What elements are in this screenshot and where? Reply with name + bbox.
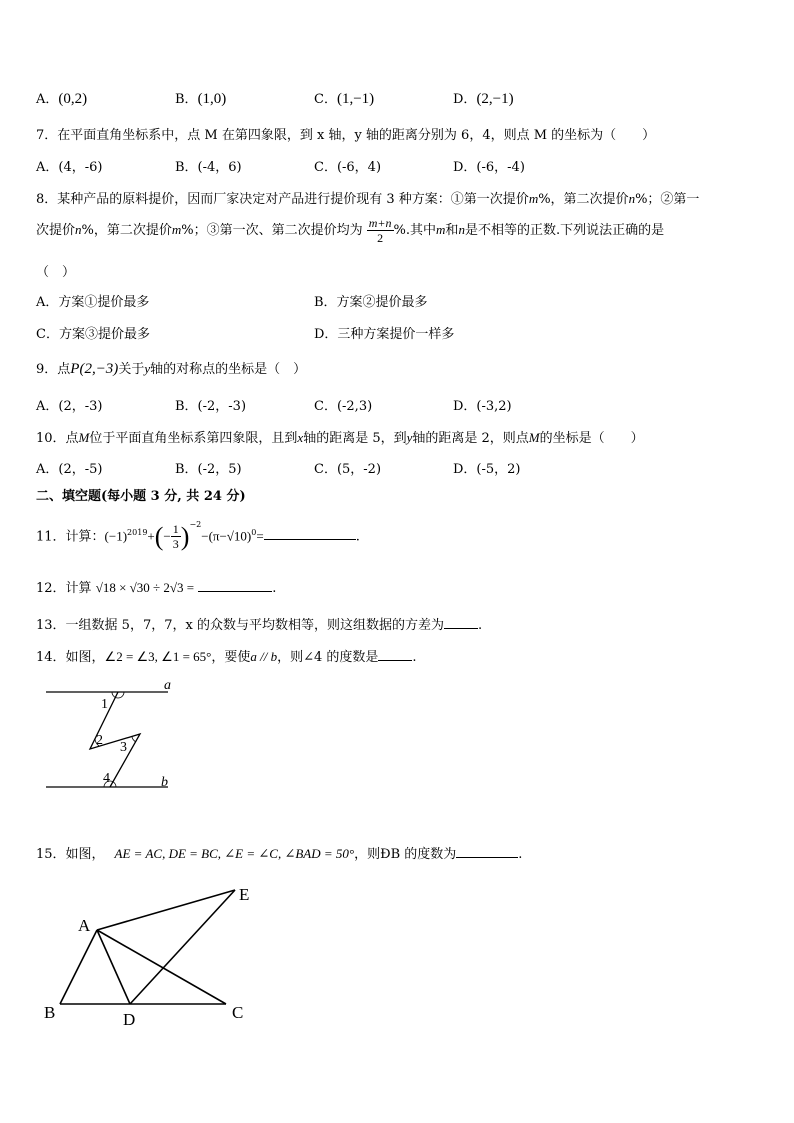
- fraction-numerator: m+n: [368, 216, 392, 230]
- text: 轴的距离是 2，则点: [412, 431, 529, 446]
- segment-ac: [97, 930, 226, 1004]
- text: .: [477, 618, 483, 633]
- q8-option-a: A．方案①提价最多: [36, 295, 150, 310]
- math-expression: ∠2 = ∠3, ∠1 = 65°: [104, 649, 212, 664]
- label-2: 2: [96, 733, 103, 748]
- q8-answer-paren: （ ）: [36, 265, 76, 280]
- text: 的坐标是（ ）: [539, 431, 644, 446]
- fraction: [171, 522, 181, 551]
- q10-option-c: C．(5，‑2): [314, 462, 382, 477]
- text: 和: [445, 223, 459, 238]
- text: .: [272, 581, 277, 596]
- q9-option-b: B．(‑2，‑3): [175, 399, 247, 414]
- q15-stem: [36, 843, 522, 862]
- q6-option-b: [175, 88, 226, 108]
- var-n: n: [458, 222, 465, 237]
- text: %，第二次提价: [538, 192, 629, 207]
- text: %.其中: [393, 223, 437, 238]
- var-n: n: [75, 222, 82, 237]
- q7-option-c: C．(‑6，4): [314, 160, 382, 175]
- q10-option-a: A．(2，‑5): [36, 462, 103, 477]
- q8-option-c: C．方案③提价最多: [36, 327, 150, 342]
- text: .: [412, 650, 417, 665]
- label-b: b: [161, 775, 168, 790]
- option-value: (1,0): [197, 91, 227, 107]
- angle-3-arc: [132, 737, 136, 742]
- text: ，则∠4 的度数是: [277, 650, 379, 665]
- text: 12．计算: [36, 581, 92, 596]
- var-y: y: [406, 430, 413, 445]
- var-m: M: [78, 430, 90, 445]
- option-value: (0,2): [58, 91, 88, 107]
- var-n: n: [628, 191, 636, 206]
- q14-stem: [36, 646, 417, 665]
- label-E: E: [239, 885, 250, 904]
- math-expression: √18 × √30 ÷ 2√3 =: [95, 580, 195, 595]
- q10-option-d: D．(‑5，2): [453, 462, 521, 477]
- q8-stem-line2: [36, 216, 664, 245]
- q9-option-a: A．(2，‑3): [36, 399, 103, 414]
- answer-blank[interactable]: [198, 579, 272, 592]
- segment-ae: [97, 890, 235, 930]
- q7-option-a: A．(4，‑6): [36, 160, 103, 175]
- text: .: [355, 529, 360, 545]
- answer-blank[interactable]: [444, 616, 478, 629]
- point-p: P(2,−3): [70, 361, 119, 377]
- text: 轴的距离是 5，到: [303, 431, 407, 446]
- label-a: a: [164, 678, 171, 693]
- exponent: 2019: [127, 528, 148, 537]
- minus: −: [163, 528, 171, 544]
- text: %；②第一: [635, 192, 700, 207]
- option-value: (1,−1): [336, 91, 375, 107]
- text: 轴的对称点的坐标是（ ）: [150, 362, 307, 377]
- label-A: A: [78, 916, 91, 935]
- q9-stem: [36, 358, 306, 378]
- q7-stem: 7．在平面直角坐标系中，点 M 在第四象限，到 x 轴，y 轴的距离分别为 6，4，则点 M 的坐标为（ ）: [36, 128, 656, 143]
- segment-de: [130, 890, 235, 1004]
- q6-option-c: [314, 88, 374, 108]
- q11-stem: [36, 516, 360, 554]
- option-label: C．: [314, 92, 337, 107]
- q8-option-b: B．方案②提价最多: [314, 295, 428, 310]
- q7-option-b: B．(‑4，6): [175, 160, 242, 175]
- text: 位于平面直角坐标系第四象限，且到: [89, 431, 298, 446]
- exponent: 0: [251, 528, 257, 537]
- text: .: [518, 847, 523, 862]
- label-C: C: [232, 1003, 244, 1022]
- operator: =: [256, 528, 264, 544]
- option-label: A．: [36, 92, 59, 107]
- option-value: (2,−1): [476, 91, 514, 107]
- answer-blank[interactable]: [378, 648, 412, 661]
- var-m: m: [171, 222, 182, 237]
- option-label: B．: [175, 92, 198, 107]
- q6-option-a: [36, 88, 87, 108]
- text: 关于: [118, 362, 145, 377]
- var-m: m: [436, 222, 446, 237]
- q8-option-d: D．三种方案提价一样多: [314, 327, 455, 342]
- var-m: M: [528, 430, 540, 445]
- q10-option-b: B．(‑2，5): [175, 462, 242, 477]
- text: 8．某种产品的原料提价，因而厂家决定对产品进行提价现有 3 种方案：①第一次提价: [36, 192, 529, 207]
- option-label: D．: [453, 92, 477, 107]
- q12-stem: [36, 577, 276, 596]
- text: 10．点: [36, 431, 79, 446]
- text: ，要使: [211, 650, 251, 665]
- section-heading: 二、填空题(每小题 3 分, 共 24 分): [36, 489, 246, 504]
- fraction-numerator: 1: [172, 522, 179, 537]
- right-paren: ): [180, 521, 190, 551]
- q15-figure: [38, 878, 268, 1028]
- math-expression: AE = AC, DE = BC, ∠E = ∠C, ∠BAD = 50°: [114, 846, 355, 861]
- q9-option-c: C．(‑2,3): [314, 399, 373, 414]
- math-term: −(π−√10): [201, 528, 252, 544]
- label-3: 3: [120, 740, 127, 755]
- q14-figure: [40, 676, 180, 796]
- text: %；③第一次、第二次提价均为: [181, 223, 363, 238]
- text: %，第二次提价: [81, 223, 172, 238]
- fraction: [367, 216, 394, 245]
- math-expression: a // b: [250, 649, 278, 664]
- text: 11．计算：: [36, 529, 105, 545]
- text: 13．一组数据 5，7，7，x 的众数与平均数相等，则这组数据的方差为: [36, 618, 444, 633]
- q13-stem: [36, 614, 482, 633]
- left-paren: (: [154, 521, 164, 551]
- q10-stem: [36, 427, 644, 446]
- answer-blank[interactable]: [456, 845, 518, 858]
- var-x: x: [297, 430, 304, 445]
- label-B: B: [44, 1003, 56, 1022]
- math-term: (−1): [104, 528, 128, 544]
- q8-stem-line1: [36, 188, 699, 207]
- var-m: m: [528, 191, 539, 206]
- text: 是不相等的正数.下列说法正确的是: [464, 223, 665, 238]
- operator: +: [147, 528, 155, 544]
- exponent: −2: [189, 520, 202, 529]
- fraction-denominator: 2: [377, 231, 384, 245]
- q9-option-d: D．(‑3,2): [453, 399, 512, 414]
- answer-blank[interactable]: [264, 527, 356, 540]
- segment-ad: [97, 930, 130, 1004]
- label-1: 1: [101, 697, 108, 712]
- label-D: D: [123, 1010, 136, 1028]
- text: 次提价: [36, 223, 76, 238]
- q7-option-d: D．(‑6，‑4): [453, 160, 525, 175]
- q6-option-d: [453, 88, 514, 108]
- text: 9．点: [36, 362, 71, 377]
- text: 15．如图，: [36, 847, 105, 862]
- label-4: 4: [103, 771, 110, 786]
- text: 14．如图，: [36, 650, 105, 665]
- fraction-denominator: 3: [172, 537, 179, 552]
- segment-ab: [60, 930, 97, 1004]
- var-y: y: [144, 361, 151, 376]
- text: ，则ÐB 的度数为: [354, 847, 457, 862]
